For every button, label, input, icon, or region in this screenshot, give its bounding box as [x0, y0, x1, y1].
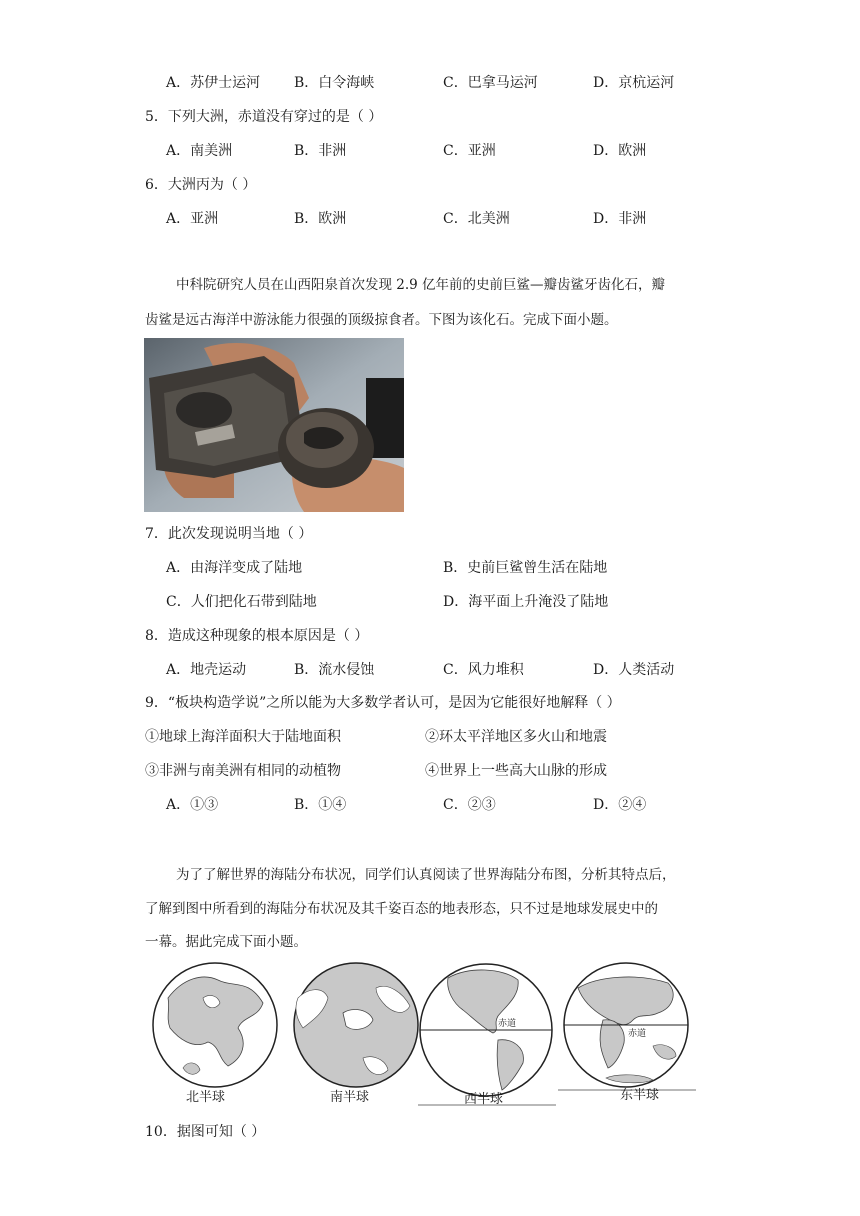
passage-maps-line1: 为了了解世界的海陆分布状况，同学们认真阅读了世界海陆分布图，分析其特点后，	[176, 867, 676, 883]
q7-option-a: A．由海洋变成了陆地	[166, 560, 303, 576]
q5-option-d: D．欧洲	[593, 143, 647, 159]
east-hemisphere-caption: 东半球	[620, 1088, 660, 1103]
fossil-photo-graphic	[144, 338, 404, 512]
south-hemisphere-globe	[294, 963, 418, 1087]
passage-maps-line2: 了解到图中所看到的海陆分布状况及其千姿百态的地表形态，只不过是地球发展史中的	[145, 901, 658, 917]
q9-option-b: B．①④	[294, 797, 347, 813]
q6-option-c: C．北美洲	[443, 211, 510, 227]
q5-option-b: B．非洲	[294, 143, 347, 159]
west-hemisphere-globe	[420, 964, 552, 1096]
q4-option-d: D．京杭运河	[593, 75, 675, 91]
south-hemisphere-caption: 南半球	[330, 1090, 370, 1105]
q6-option-d: D．非洲	[593, 211, 647, 227]
q9-statement-3: ③非洲与南美洲有相同的动植物	[145, 763, 341, 779]
q9-statement-2: ②环太平洋地区多火山和地震	[425, 729, 607, 745]
north-hemisphere-globe	[153, 963, 277, 1087]
q4-option-b: B．白令海峡	[294, 75, 375, 91]
q10-stem: 10．据图可知（ ）	[145, 1124, 266, 1140]
q7-option-d: D．海平面上升淹没了陆地	[443, 594, 609, 610]
q7-option-b: B．史前巨鲨曾生活在陆地	[443, 560, 608, 576]
north-hemisphere-caption: 北半球	[186, 1090, 226, 1105]
q8-option-a: A．地壳运动	[166, 662, 247, 678]
q5-option-a: A．南美洲	[166, 143, 233, 159]
q5-stem: 5．下列大洲，赤道没有穿过的是（ ）	[145, 109, 383, 125]
q8-option-b: B．流水侵蚀	[294, 662, 375, 678]
q9-option-a: A．①③	[166, 797, 219, 813]
west-hemisphere-caption: 西半球	[464, 1092, 504, 1107]
west-equator-label: 赤道	[498, 1019, 517, 1029]
q9-option-d: D．②④	[593, 797, 647, 813]
passage-maps-line3: 一幕。据此完成下面小题。	[145, 934, 307, 950]
passage-fossil-line1: 中科院研究人员在山西阳泉首次发现 2.9 亿年前的史前巨鲨—瓣齿鲨牙齿化石，瓣	[176, 277, 666, 293]
q5-option-c: C．亚洲	[443, 143, 496, 159]
q8-option-c: C．风力堆积	[443, 662, 524, 678]
east-equator-label: 赤道	[628, 1029, 647, 1039]
passage-fossil-line2: 齿鲨是远古海洋中游泳能力很强的顶级掠食者。下图为该化石。完成下面小题。	[145, 312, 618, 328]
q4-option-c: C．巴拿马运河	[443, 75, 538, 91]
q6-option-b: B．欧洲	[294, 211, 347, 227]
q7-stem: 7．此次发现说明当地（ ）	[145, 526, 313, 542]
q9-statement-4: ④世界上一些高大山脉的形成	[425, 763, 607, 779]
east-hemisphere-globe	[564, 963, 688, 1087]
q8-stem: 8．造成这种现象的根本原因是（ ）	[145, 628, 369, 644]
q8-option-d: D．人类活动	[593, 662, 675, 678]
fossil-photo	[144, 338, 404, 512]
q6-option-a: A．亚洲	[166, 211, 219, 227]
q9-option-c: C．②③	[443, 797, 496, 813]
q9-stem: 9．“板块构造学说”之所以能为大多数学者认可，是因为它能很好地解释（ ）	[145, 695, 621, 711]
q7-option-c: C．人们把化石带到陆地	[166, 594, 317, 610]
q9-statement-1: ①地球上海洋面积大于陆地面积	[145, 729, 341, 745]
q4-option-a: A．苏伊士运河	[166, 75, 261, 91]
q6-stem: 6．大洲丙为（ ）	[145, 177, 257, 193]
